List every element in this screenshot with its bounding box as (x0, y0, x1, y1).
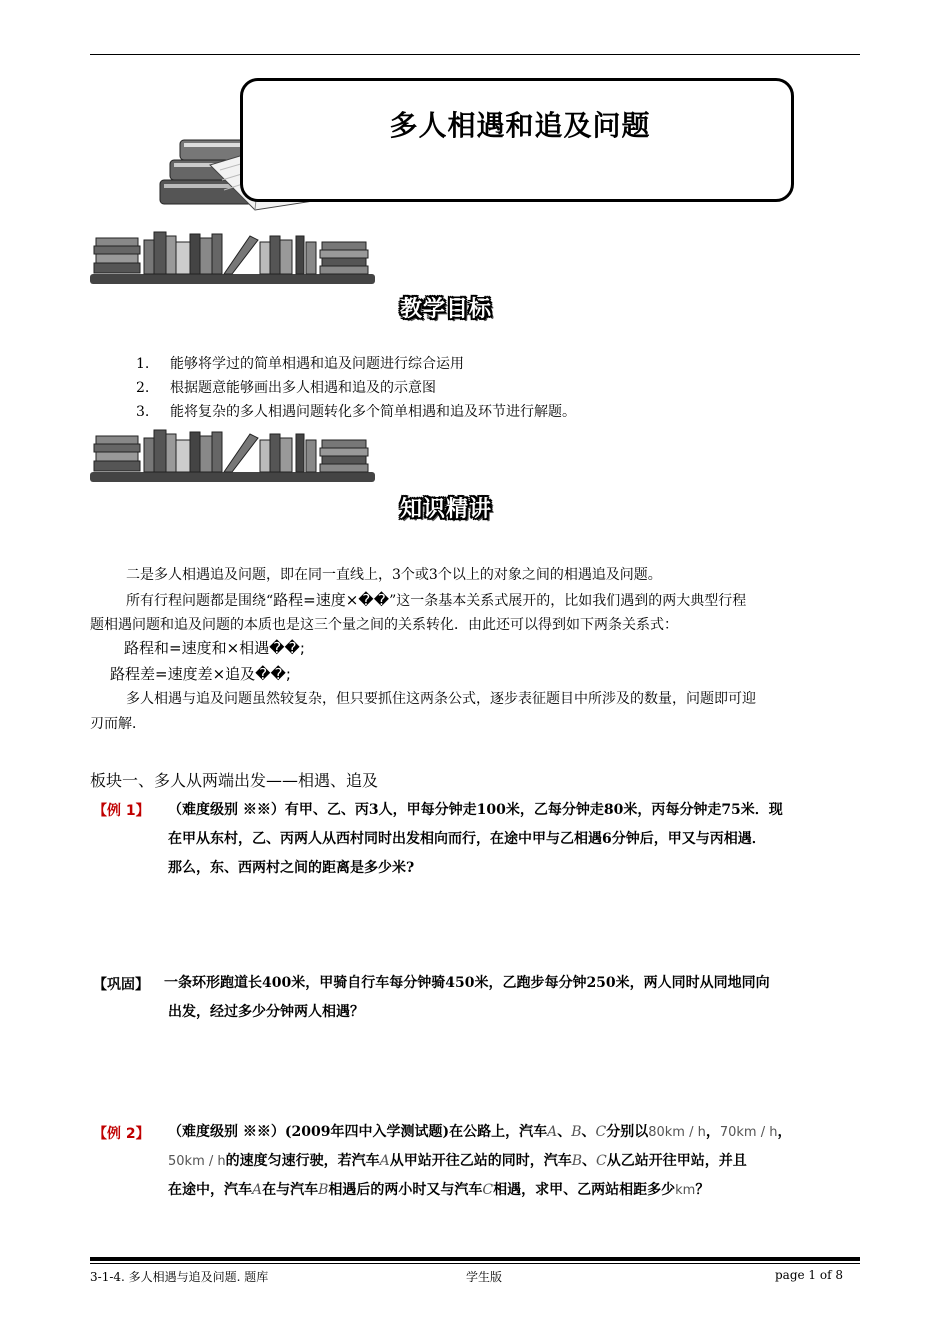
formula-meeting: 路程和=速度和×相遇��; (124, 639, 305, 657)
text: 相遇后的两小时又与汽车 (328, 1182, 483, 1198)
example-2-text (168, 1118, 868, 1205)
math-var: C (482, 1182, 494, 1198)
text-line (168, 1118, 868, 1147)
text: ， (705, 1124, 720, 1140)
text-line: 在甲从东村，乙、丙两人从西村同时出发相向而行，在途中甲与乙相遇6分钟后，甲又与丙相遇． (168, 831, 766, 847)
math-value: 50km / h (168, 1154, 226, 1169)
paragraph: 二是多人相遇追及问题，即在同一直线上，3个或3个以上的对象之间的相遇追及问题。 (126, 567, 662, 583)
text: 、 (581, 1124, 596, 1140)
math-value: 70km / h (719, 1125, 778, 1140)
math-var: B (571, 1153, 583, 1169)
bookshelf-illustration (90, 228, 380, 286)
math-var: A (547, 1124, 558, 1140)
goal-text: 根据题意能够画出多人相遇和追及的示意图 (170, 380, 436, 396)
text: ”这一条基本关系式展开的，比如我们遇到的两大典型行程 (389, 593, 747, 609)
goal-text: 能将复杂的多人相遇问题转化多个简单相遇和追及环节进行解题。 (170, 404, 576, 420)
consolidate-label: 【巩固】 (93, 977, 149, 993)
text-line: 出发，经过多少分钟两人相遇？ (168, 1004, 364, 1020)
text: ， (777, 1124, 792, 1140)
goal-number: 2. (136, 380, 150, 396)
goal-list (136, 352, 576, 424)
goal-item (136, 352, 576, 376)
text: 在途中，汽车 (168, 1182, 252, 1198)
goal-number: 3. (136, 404, 150, 420)
formula-inline: 路程=速度×�� (273, 591, 390, 609)
footer-version: 学生版 (466, 1270, 503, 1284)
header-rule (90, 54, 860, 55)
math-var: C (595, 1124, 607, 1140)
goal-number: 1. (136, 356, 150, 372)
text-line: 那么，东、西两村之间的距离是多少米? (168, 860, 415, 876)
goal-text: 能够将学过的简单相遇和追及问题进行综合运用 (170, 356, 464, 372)
text-line: 一条环形跑道长400米，甲骑自行车每分钟骑450米，乙跑步每分钟250米，两人同时从同地同向 (164, 975, 770, 991)
text: 所有行程问题都是围绕“ (126, 593, 274, 609)
example-1-text (168, 796, 868, 883)
footer-rule-thin (90, 1263, 860, 1264)
paragraph: 题相遇问题和追及问题的本质也是这三个量之间的关系转化．由此还可以得到如下两条关系式： (90, 617, 678, 633)
math-value: 80km / h (648, 1125, 706, 1140)
section-heading-knowledge: 知识精讲 (400, 497, 493, 522)
text: 分别以 (606, 1124, 649, 1140)
footer-doc-name: 3-1-4. 多人相遇与追及问题. 题库 (90, 1270, 269, 1284)
math-var: A (379, 1153, 390, 1169)
text-line: （难度级别 ※※）有甲、乙、丙3人，甲每分钟走100米，乙每分钟走80米，丙每分钟走75米．现 (168, 802, 783, 818)
text: （难度级别 ※※）(2009年四中入学测试题)在公路上，汽车 (168, 1124, 548, 1140)
text: 的速度匀速行驶，若汽车 (225, 1153, 380, 1169)
math-unit: km (675, 1183, 696, 1198)
footer-page-number: page 1 of 8 (775, 1268, 843, 1282)
text: 在与汽车 (262, 1182, 319, 1198)
math-var: C (596, 1153, 607, 1169)
formula-chasing: 路程差=速度差×追及��; (110, 665, 291, 683)
example-label: 【例 1】 (93, 803, 150, 819)
text: 、 (557, 1124, 572, 1140)
text: 从甲站开往乙站的同时，汽车 (389, 1153, 572, 1169)
paragraph: 多人相遇与追及问题虽然较复杂，但只要抓住这两条公式，逐步表征题目中所涉及的数量，问题即可迎 (126, 691, 756, 707)
section-heading-goals: 教学目标 (400, 297, 493, 322)
text-line (168, 1147, 868, 1176)
text-line (168, 1176, 868, 1205)
text: ？ (695, 1182, 710, 1198)
math-var: A (252, 1182, 263, 1198)
text: 相遇，求甲、乙两站相距多少 (493, 1182, 676, 1198)
goal-item (136, 376, 576, 400)
paragraph (126, 588, 746, 614)
page-title: 多人相遇和追及问题 (389, 109, 651, 142)
example-label: 【例 2】 (93, 1126, 150, 1142)
block-heading: 板块一、多人从两端出发——相遇、追及 (90, 771, 379, 790)
footer-rule-thick (90, 1257, 860, 1261)
paragraph: 刃而解． (90, 716, 146, 732)
bookshelf-illustration (90, 426, 380, 484)
consolidate-text (164, 969, 868, 1027)
text: 从乙站开往甲站，并且 (606, 1153, 747, 1169)
text: 、 (582, 1153, 597, 1169)
goal-item (136, 400, 576, 424)
math-var: B (318, 1182, 329, 1198)
math-var: B (571, 1124, 582, 1140)
